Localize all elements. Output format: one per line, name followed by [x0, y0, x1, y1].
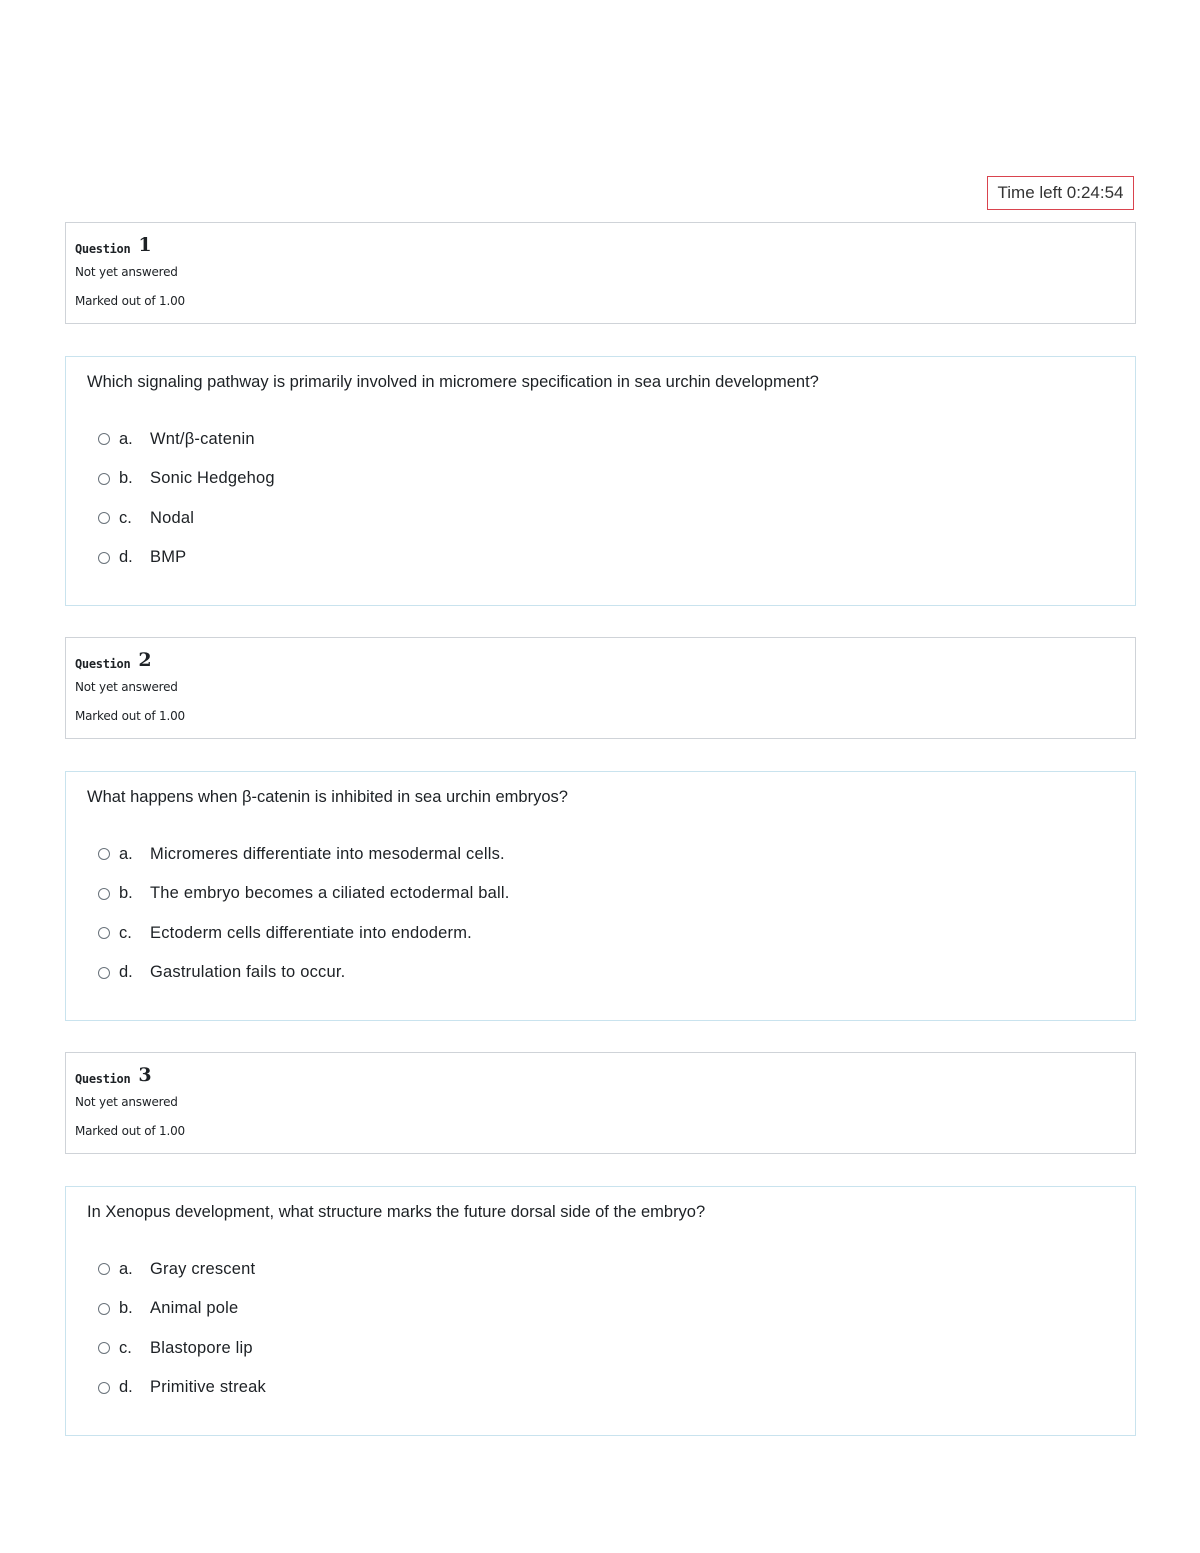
question-label: Question: [75, 242, 131, 256]
option-label[interactable]: BMP: [150, 548, 187, 566]
answer-option-b[interactable]: [87, 1299, 1135, 1319]
answer-option-b[interactable]: [87, 884, 1135, 904]
option-letter: c.: [119, 1338, 132, 1357]
option-label[interactable]: Wnt/β-catenin: [150, 429, 255, 448]
question-state: Not yet answered: [75, 680, 178, 694]
radio-button[interactable]: [98, 1342, 110, 1354]
option-letter: b.: [119, 469, 133, 487]
question-number-value: 1: [138, 234, 152, 256]
answer-option-a[interactable]: [87, 1259, 1135, 1279]
radio-button[interactable]: [98, 967, 110, 979]
answer-option-c[interactable]: [87, 923, 1135, 943]
option-letter: d.: [119, 548, 133, 566]
radio-button[interactable]: [98, 433, 110, 445]
answer-options: [87, 429, 1135, 568]
question-number-value: 2: [138, 649, 152, 671]
option-letter: c.: [119, 923, 132, 942]
option-letter: c.: [119, 508, 132, 527]
answer-option-c[interactable]: [87, 1338, 1135, 1358]
option-letter: d.: [119, 1378, 133, 1396]
option-label[interactable]: Micromeres differentiate into mesodermal cells.: [150, 844, 505, 863]
option-letter: a.: [119, 844, 133, 863]
question-info-3: [65, 1052, 1136, 1154]
option-letter: b.: [119, 1299, 133, 1317]
option-label[interactable]: Gray crescent: [150, 1259, 256, 1278]
answer-option-d[interactable]: [87, 1378, 1135, 1398]
question-label: Question: [75, 1072, 131, 1086]
question-content-1: [65, 356, 1136, 606]
question-content-3: [65, 1186, 1136, 1436]
question-content-2: [65, 771, 1136, 1021]
option-letter: a.: [119, 429, 133, 448]
radio-button[interactable]: [98, 848, 110, 860]
question-number: [75, 1062, 1135, 1086]
option-label[interactable]: Animal pole: [150, 1299, 239, 1317]
answer-options: [87, 844, 1135, 983]
option-label[interactable]: Blastopore lip: [150, 1338, 253, 1357]
question-state: Not yet answered: [75, 1095, 178, 1109]
question-number: [75, 647, 1135, 671]
option-label[interactable]: The embryo becomes a ciliated ectodermal ball.: [150, 884, 510, 902]
option-label[interactable]: Primitive streak: [150, 1378, 266, 1396]
radio-button[interactable]: [98, 473, 110, 485]
question-info-2: [65, 637, 1136, 739]
question-grade: Marked out of 1.00: [75, 294, 185, 308]
radio-button[interactable]: [98, 1382, 110, 1394]
radio-button[interactable]: [98, 888, 110, 900]
option-label[interactable]: Gastrulation fails to occur.: [150, 963, 346, 981]
question-number: [75, 232, 1135, 256]
answer-option-b[interactable]: [87, 469, 1135, 489]
radio-button[interactable]: [98, 1303, 110, 1315]
radio-button[interactable]: [98, 1263, 110, 1275]
question-text: What happens when β-catenin is inhibited in sea urchin embryos?: [87, 788, 568, 806]
question-label: Question: [75, 657, 131, 671]
question-number-value: 3: [138, 1064, 152, 1086]
answer-options: [87, 1259, 1135, 1398]
option-letter: a.: [119, 1259, 133, 1278]
answer-option-a[interactable]: [87, 429, 1135, 449]
question-grade: Marked out of 1.00: [75, 709, 185, 723]
option-letter: b.: [119, 884, 133, 902]
answer-option-c[interactable]: [87, 508, 1135, 528]
time-left-timer: Time left 0:24:54: [987, 176, 1134, 210]
question-text: In Xenopus development, what structure marks the future dorsal side of the embryo?: [87, 1203, 706, 1221]
option-letter: d.: [119, 963, 133, 981]
option-label[interactable]: Nodal: [150, 508, 195, 527]
radio-button[interactable]: [98, 927, 110, 939]
question-text: Which signaling pathway is primarily involved in micromere specification in sea urchin development?: [87, 373, 819, 391]
radio-button[interactable]: [98, 552, 110, 564]
option-label[interactable]: Ectoderm cells differentiate into endoderm.: [150, 923, 472, 942]
answer-option-d[interactable]: [87, 548, 1135, 568]
option-label[interactable]: Sonic Hedgehog: [150, 469, 275, 487]
radio-button[interactable]: [98, 512, 110, 524]
question-state: Not yet answered: [75, 265, 178, 279]
question-grade: Marked out of 1.00: [75, 1124, 185, 1138]
question-info-1: [65, 222, 1136, 324]
answer-option-a[interactable]: [87, 844, 1135, 864]
answer-option-d[interactable]: [87, 963, 1135, 983]
